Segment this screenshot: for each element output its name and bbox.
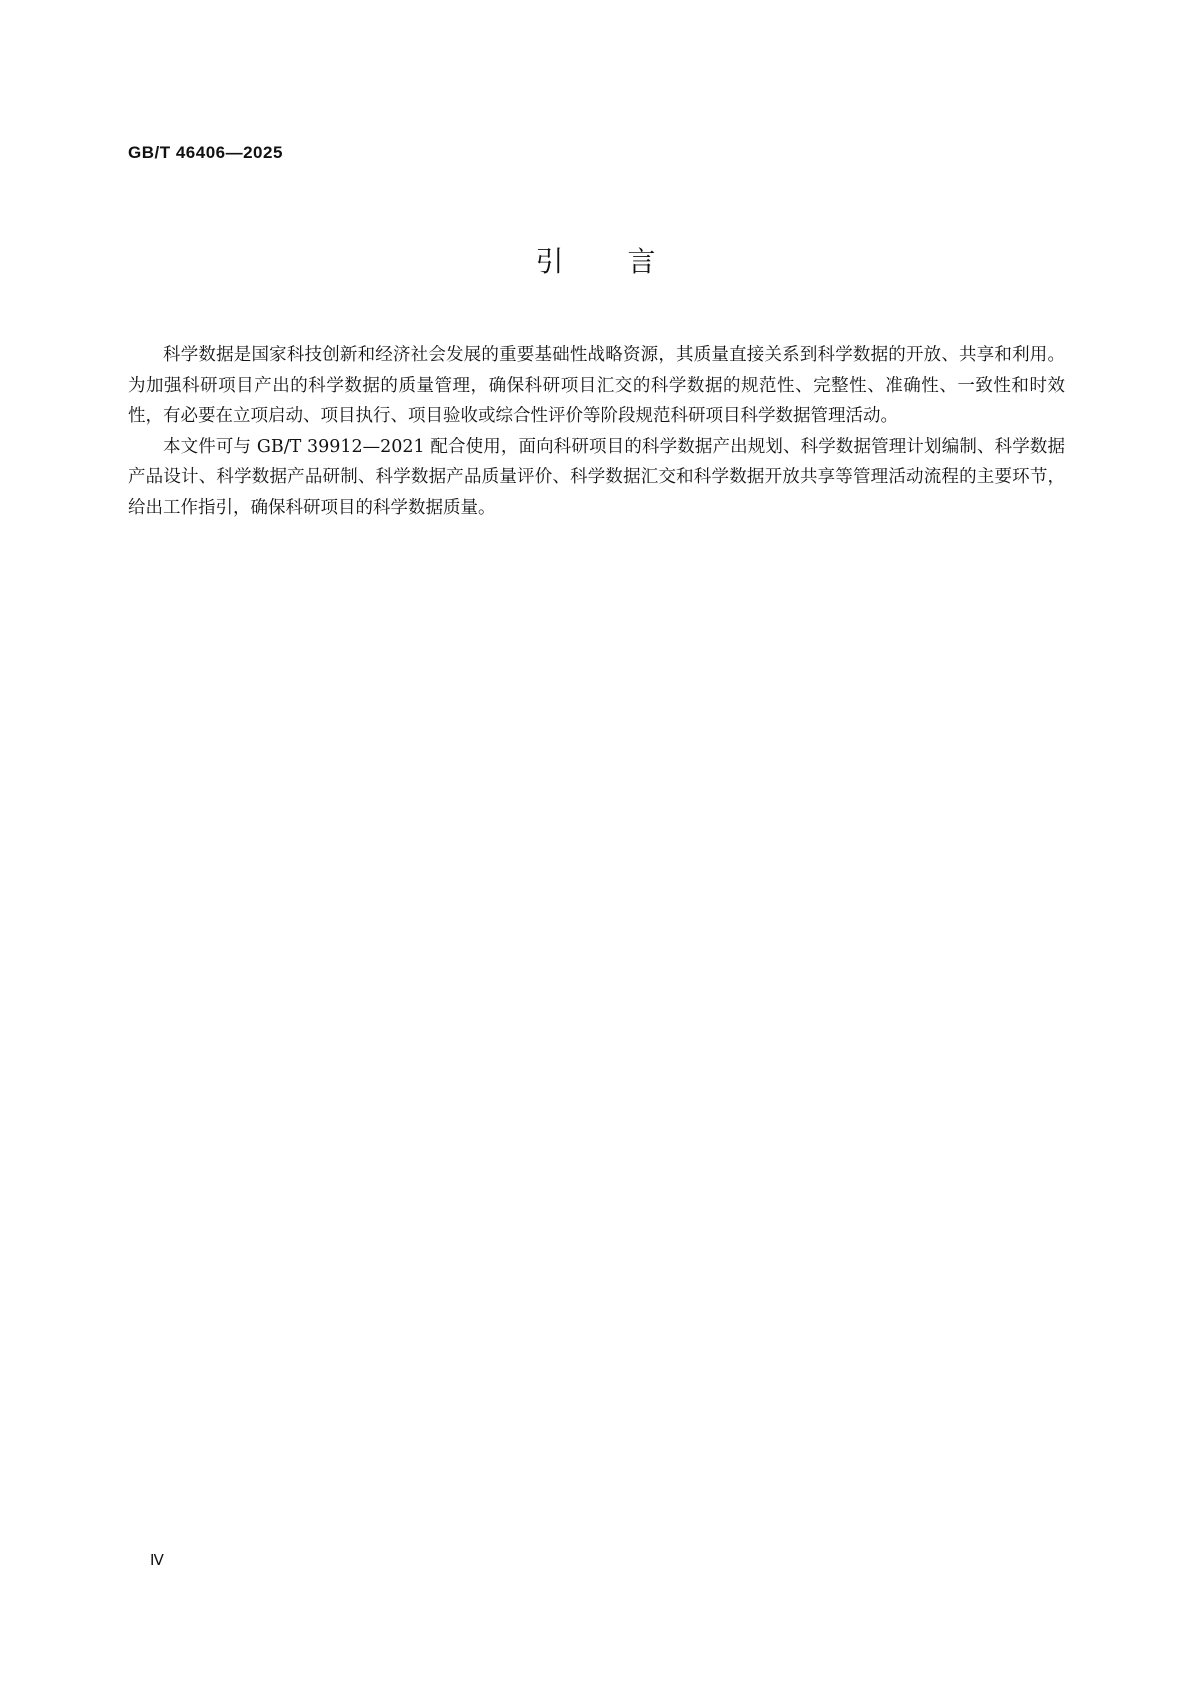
standard-code-header: GB/T 46406—2025 — [128, 143, 283, 162]
section-title-char-2: 言 — [627, 245, 656, 278]
paragraph-1: 科学数据是国家科技创新和经济社会发展的重要基础性战略资源，其质量直接关系到科学数据的开放、共享和利用。为加强科研项目产出的科学数据的质量管理，确保科研项目汇交的科学数据的规范性、完整性、准确性、一致性和时效性，有必要在立项启动、项目执行、项目验收或综合性评价等阶段规范科研项目科学数据管理活动。 — [128, 345, 1065, 426]
section-title-char-1: 引 — [535, 245, 564, 278]
body-text — [128, 340, 1065, 523]
section-title — [0, 245, 1191, 279]
paragraph-2: 本文件可与 GB/T 39912—2021 配合使用，面向科研项目的科学数据产出规划、科学数据管理计划编制、科学数据产品设计、科学数据产品研制、科学数据产品质量评价、科学数据汇交和科学数据开放共享等管理活动流程的主要环节，给出工作指引，确保科研项目的科学数据质量。 — [128, 436, 1065, 518]
page-number: Ⅳ — [150, 1553, 164, 1569]
